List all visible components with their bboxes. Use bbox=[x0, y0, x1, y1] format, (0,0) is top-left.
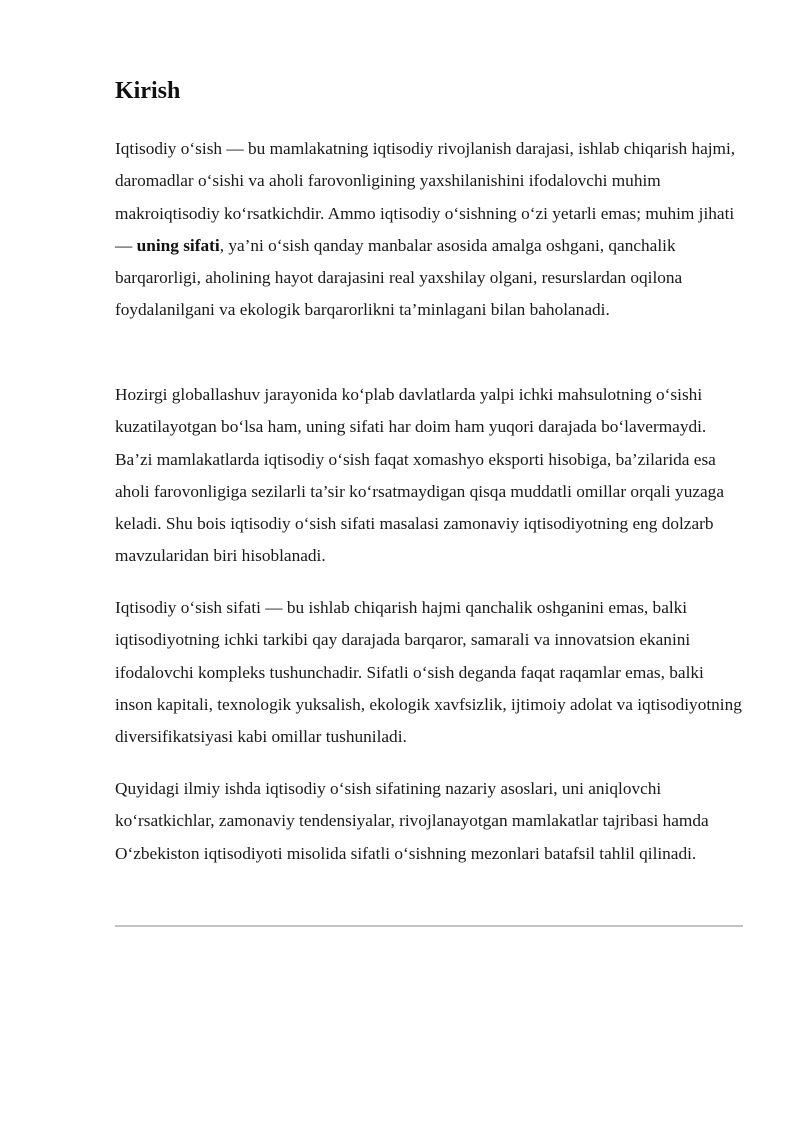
paragraph-1-bold-phrase: uning sifati bbox=[136, 235, 220, 255]
paragraph-4: Quyidagi ilmiy ishda iqtisodiy o‘sish sifatining nazariy asoslari, uni aniqlovchi ko‘rsatkichlar, zamonaviy tendensiyalar, rivojlanayotgan mamlakatlar tajribasi hamda O‘zbekiston iqtisodiyoti misolida sifatli o‘sishning mezonlari batafsil tahlil qilinadi. bbox=[115, 779, 709, 863]
paragraph-1 bbox=[115, 133, 745, 327]
paragraph-1-text-before: Iqtisodiy o‘sish — bu mamlakatning iqtisodiy rivojlanish darajasi, ishlab chiqarish hajmi, daromadlar o‘sishi va aholi farovonligining yaxshilanishini ifodalovchi muhim makroiqtisodiy ko‘rsatkichdir. Ammo iqtisodiy o‘sishning o‘zi yetarli emas; muhim jihati — bbox=[115, 139, 736, 255]
paragraph-2: Hozirgi globallashuv jarayonida ko‘plab davlatlarda yalpi ichki mahsulotning o‘sishi kuzatilayotgan bo‘lsa ham, uning sifati har doim ham yuqori darajada bo‘lavermaydi. Ba’zi mamlakatlarda iqtisodiy o‘sish faqat xomashyo eksporti hisobiga, ba’zilarida esa aholi farovonligiga sezilarli ta’sir ko‘rsatmaydigan qisqa muddatli omillar orqali yuzaga keladi. Shu bois iqtisodiy o‘sish sifati masalasi zamonaviy iqtisodiyotning eng dolzarb mavzularidan biri hisoblanadi. bbox=[115, 385, 724, 566]
horizontal-divider bbox=[115, 925, 743, 927]
paragraph-1-text-after: , ya’ni o‘sish qanday manbalar asosida amalga oshgani, qanchalik barqarorligi, aholining hayot darajasini real yaxshilay olgani, resurslardan oqilona foydalanilgani va ekologik barqarorlikni ta’minlagani bilan baholanadi. bbox=[115, 235, 683, 320]
section-heading: Kirish bbox=[115, 78, 181, 104]
paragraph-3: Iqtisodiy o‘sish sifati — bu ishlab chiqarish hajmi qanchalik oshganini emas, balki iqtisodiyotning ichki tarkibi qay darajada barqaror, samarali va innovatsion ekanini ifodalovchi kompleks tushunchadir. Sifatli o‘sish deganda faqat raqamlar emas, balki inson kapitali, texnologik yuksalish, ekologik xavfsizlik, ijtimoiy adolat va iqtisodiyotning diversifikatsiyasi kabi omillar tushuniladi. bbox=[115, 598, 742, 747]
